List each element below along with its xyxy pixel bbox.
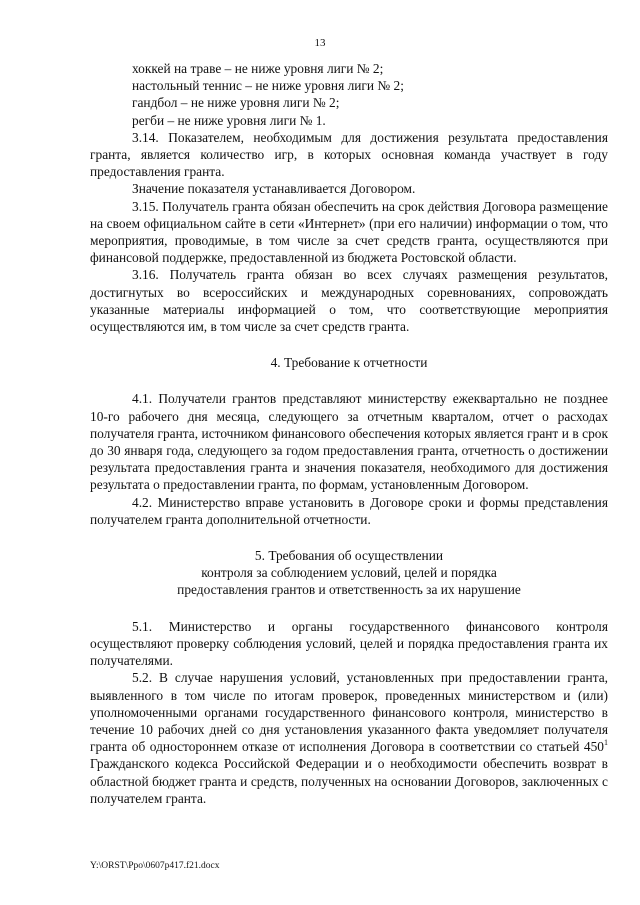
document-body	[90, 60, 608, 807]
paragraph-4-1: 4.1. Получатели грантов представляют министерству ежеквартально не позднее 10-го рабочего дня месяца, следующего за отчетным кварталом, отчет о расходах получателя гранта, источником финансового обеспечения которых является грант и в срок до 30 января года, следующего за годом предоставления гранта, отчетность о достижении результата предоставления гранта и значения показателя, необходимого для достижения результата о предоставлении гранта, по формам, установленным Договором.	[90, 391, 608, 493]
page-number: 13	[314, 37, 326, 49]
paragraph-4-2: 4.2. Министерство вправе установить в Договоре сроки и формы представления получателем гранта дополнительной отчетности.	[90, 494, 608, 527]
file-path-footer: Y:\ORST\Ppo\0607p417.f21.docx	[90, 861, 220, 871]
list-line: регби – не ниже уровня лиги № 1.	[132, 112, 326, 128]
paragraph-5-2-text-end: Гражданского кодекса Российской Федерации и о необходимости обеспечить возврат в областной бюджет гранта и средств, полученных на основании Договоров, заключенных с получателем гранта.	[90, 756, 608, 806]
paragraph-3-14: 3.14. Показателем, необходимым для достижения результата предоставления гранта, является количество игр, в которых основная команда участвует в году предоставления гранта.	[90, 129, 608, 180]
section-5-title-line: 5. Требования об осуществлении	[254, 548, 444, 564]
section-5-heading	[90, 547, 608, 599]
section-5-title-line: предоставления грантов и ответственность за их нарушение	[177, 582, 521, 598]
list-line: хоккей на траве – не ниже уровня лиги № 2;	[132, 61, 384, 76]
paragraph-5-1: 5.1. Министерство и органы государственного финансового контроля осуществляют проверку соблюдения условий, целей и порядка предоставления гранта их получателями.	[90, 618, 608, 669]
article-superscript: 1	[604, 737, 608, 747]
section-5-title-line: контроля за соблюдением условий, целей и порядка	[201, 565, 497, 581]
list-line: настольный теннис – не ниже уровня лиги № 2;	[132, 78, 404, 94]
paragraph-3-16: 3.16. Получатель гранта обязан во всех случаях размещения результатов, достигнутых во всероссийских и международных соревнованиях, сопровождать указанные материалы информацией о том, что соответствующие мероприятия осуществляются им, в том числе за счет средств гранта.	[90, 267, 608, 335]
paragraph-indicator-value: Значение показателя устанавливается Договором.	[132, 181, 416, 197]
paragraph-5-2-text: 5.2. В случае нарушения условий, установленных при предоставлении гранта, выявленного в том числе по итогам проверок, проведенных министерством и (или) уполномоченными органами государственного финансового контроля, министерство в течение 10 рабочих дней со дня установления указанного факта уведомляет получателя гранта об одностороннем отказе от исполнения Договора в соответствии со статьей 450	[90, 670, 608, 755]
paragraph-3-15: 3.15. Получатель гранта обязан обеспечить на срок действия Договора размещение на своем официальном сайте в сети «Интернет» (при его наличии) информации о том, что мероприятия, проводимые, в том числе за счет средств гранта, осуществляются при финансовой поддержке, предоставленной из бюджета Ростовской области.	[90, 198, 608, 266]
paragraph-5-2	[90, 669, 608, 807]
list-line: гандбол – не ниже уровня лиги № 2;	[132, 95, 340, 111]
section-4-title: 4. Требование к отчетности	[270, 355, 428, 371]
section-4-heading	[90, 354, 608, 371]
